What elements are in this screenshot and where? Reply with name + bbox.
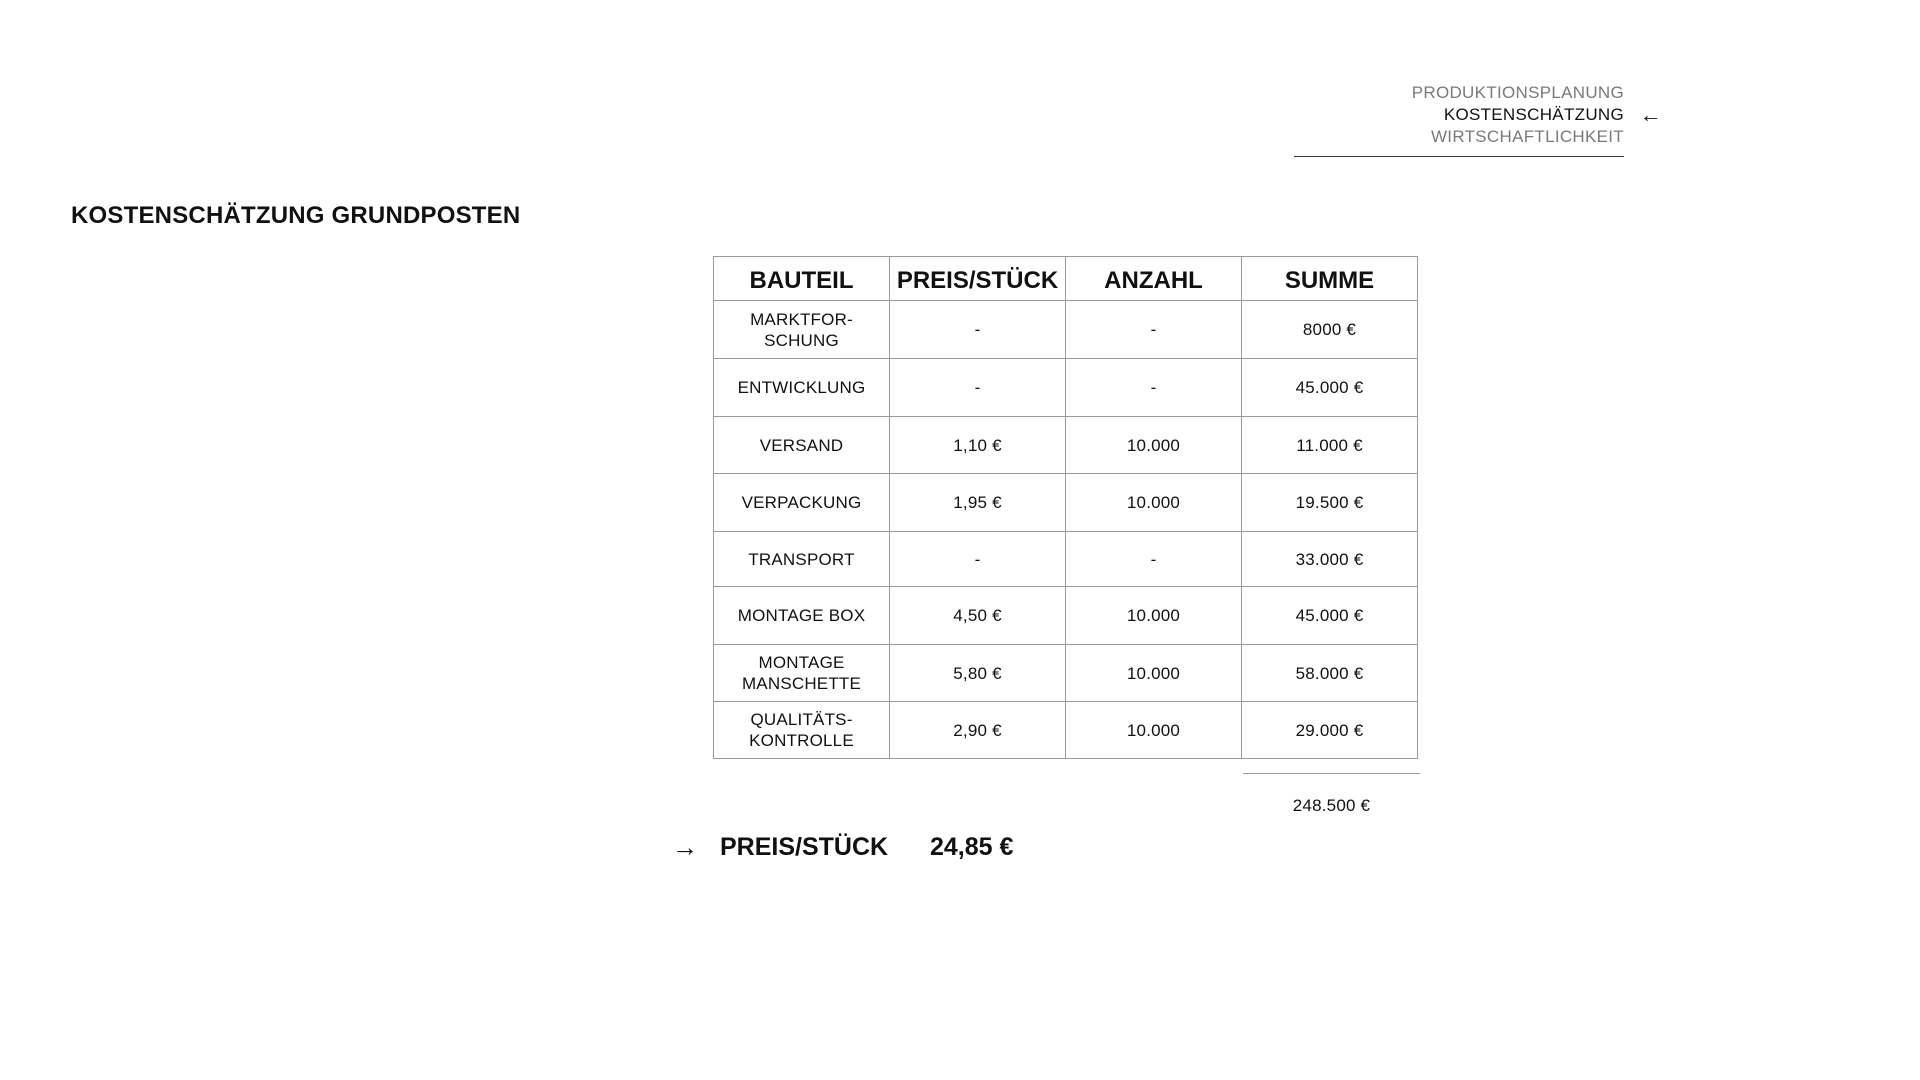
cell-bauteil: TRANSPORT	[714, 532, 890, 587]
table-row	[714, 702, 1418, 759]
nav-item-produktionsplanung[interactable]: PRODUKTIONSPLANUNG	[1411, 83, 1624, 102]
arrow-left-icon: ←	[1639, 102, 1662, 127]
summary-label: PREIS/STÜCK	[720, 832, 889, 861]
cell-anzahl: 10.000	[1066, 417, 1242, 474]
cell-bauteil: MONTAGE MANSCHETTE	[714, 645, 890, 702]
nav-item-kostenschaetzung[interactable]	[1294, 102, 1662, 127]
table-row	[714, 645, 1418, 702]
summary-value: 24,85 €	[930, 832, 1014, 861]
column-header-summe: SUMME	[1242, 257, 1418, 301]
page-title: KOSTENSCHÄTZUNG GRUNDPOSTEN	[71, 202, 521, 229]
cell-preis: 5,80 €	[890, 645, 1066, 702]
cell-summe: 33.000 €	[1242, 532, 1418, 587]
cell-summe: 11.000 €	[1242, 417, 1418, 474]
cell-summe: 8000 €	[1242, 301, 1418, 359]
cell-anzahl: -	[1066, 359, 1242, 417]
cell-summe: 45.000 €	[1242, 587, 1418, 645]
table-row	[714, 417, 1418, 474]
cell-preis: -	[890, 301, 1066, 359]
cell-summe: 19.500 €	[1242, 474, 1418, 532]
cell-summe: 29.000 €	[1242, 702, 1418, 759]
price-per-unit-summary	[672, 830, 1013, 864]
table-row	[714, 587, 1418, 645]
cell-preis: 4,50 €	[890, 587, 1066, 645]
cell-bauteil: MARKTFOR- SCHUNG	[714, 301, 890, 359]
nav-item-wirtschaftlichkeit[interactable]: WIRTSCHAFTLICHKEIT	[1430, 127, 1624, 146]
cell-bauteil: ENTWICKLUNG	[714, 359, 890, 417]
cell-anzahl: -	[1066, 301, 1242, 359]
column-header-bauteil: BAUTEIL	[714, 257, 890, 301]
table-row	[714, 474, 1418, 532]
cell-preis: -	[890, 359, 1066, 417]
cell-bauteil: VERPACKUNG	[714, 474, 890, 532]
cell-bauteil: VERSAND	[714, 417, 890, 474]
section-nav	[1294, 82, 1662, 157]
cell-preis: 1,95 €	[890, 474, 1066, 532]
cell-preis: 2,90 €	[890, 702, 1066, 759]
table-row	[714, 359, 1418, 417]
cell-anzahl: 10.000	[1066, 587, 1242, 645]
table-row	[714, 301, 1418, 359]
cell-summe: 58.000 €	[1242, 645, 1418, 702]
cost-table	[713, 256, 1418, 759]
table-header-row	[714, 257, 1418, 301]
nav-item-label: KOSTENSCHÄTZUNG	[1443, 105, 1624, 124]
cell-anzahl: -	[1066, 532, 1242, 587]
cell-bauteil: QUALITÄTS- KONTROLLE	[714, 702, 890, 759]
cell-summe: 45.000 €	[1242, 359, 1418, 417]
cell-anzahl: 10.000	[1066, 474, 1242, 532]
table-row	[714, 532, 1418, 587]
arrow-right-icon: →	[672, 832, 698, 862]
total-divider	[1243, 773, 1420, 774]
column-header-preis: PREIS/STÜCK	[890, 257, 1066, 301]
cell-bauteil: MONTAGE BOX	[714, 587, 890, 645]
cell-preis: -	[890, 532, 1066, 587]
nav-divider	[1294, 156, 1624, 157]
cell-anzahl: 10.000	[1066, 645, 1242, 702]
column-header-anzahl: ANZAHL	[1066, 257, 1242, 301]
cell-anzahl: 10.000	[1066, 702, 1242, 759]
total-sum: 248.500 €	[1292, 796, 1371, 815]
cell-preis: 1,10 €	[890, 417, 1066, 474]
